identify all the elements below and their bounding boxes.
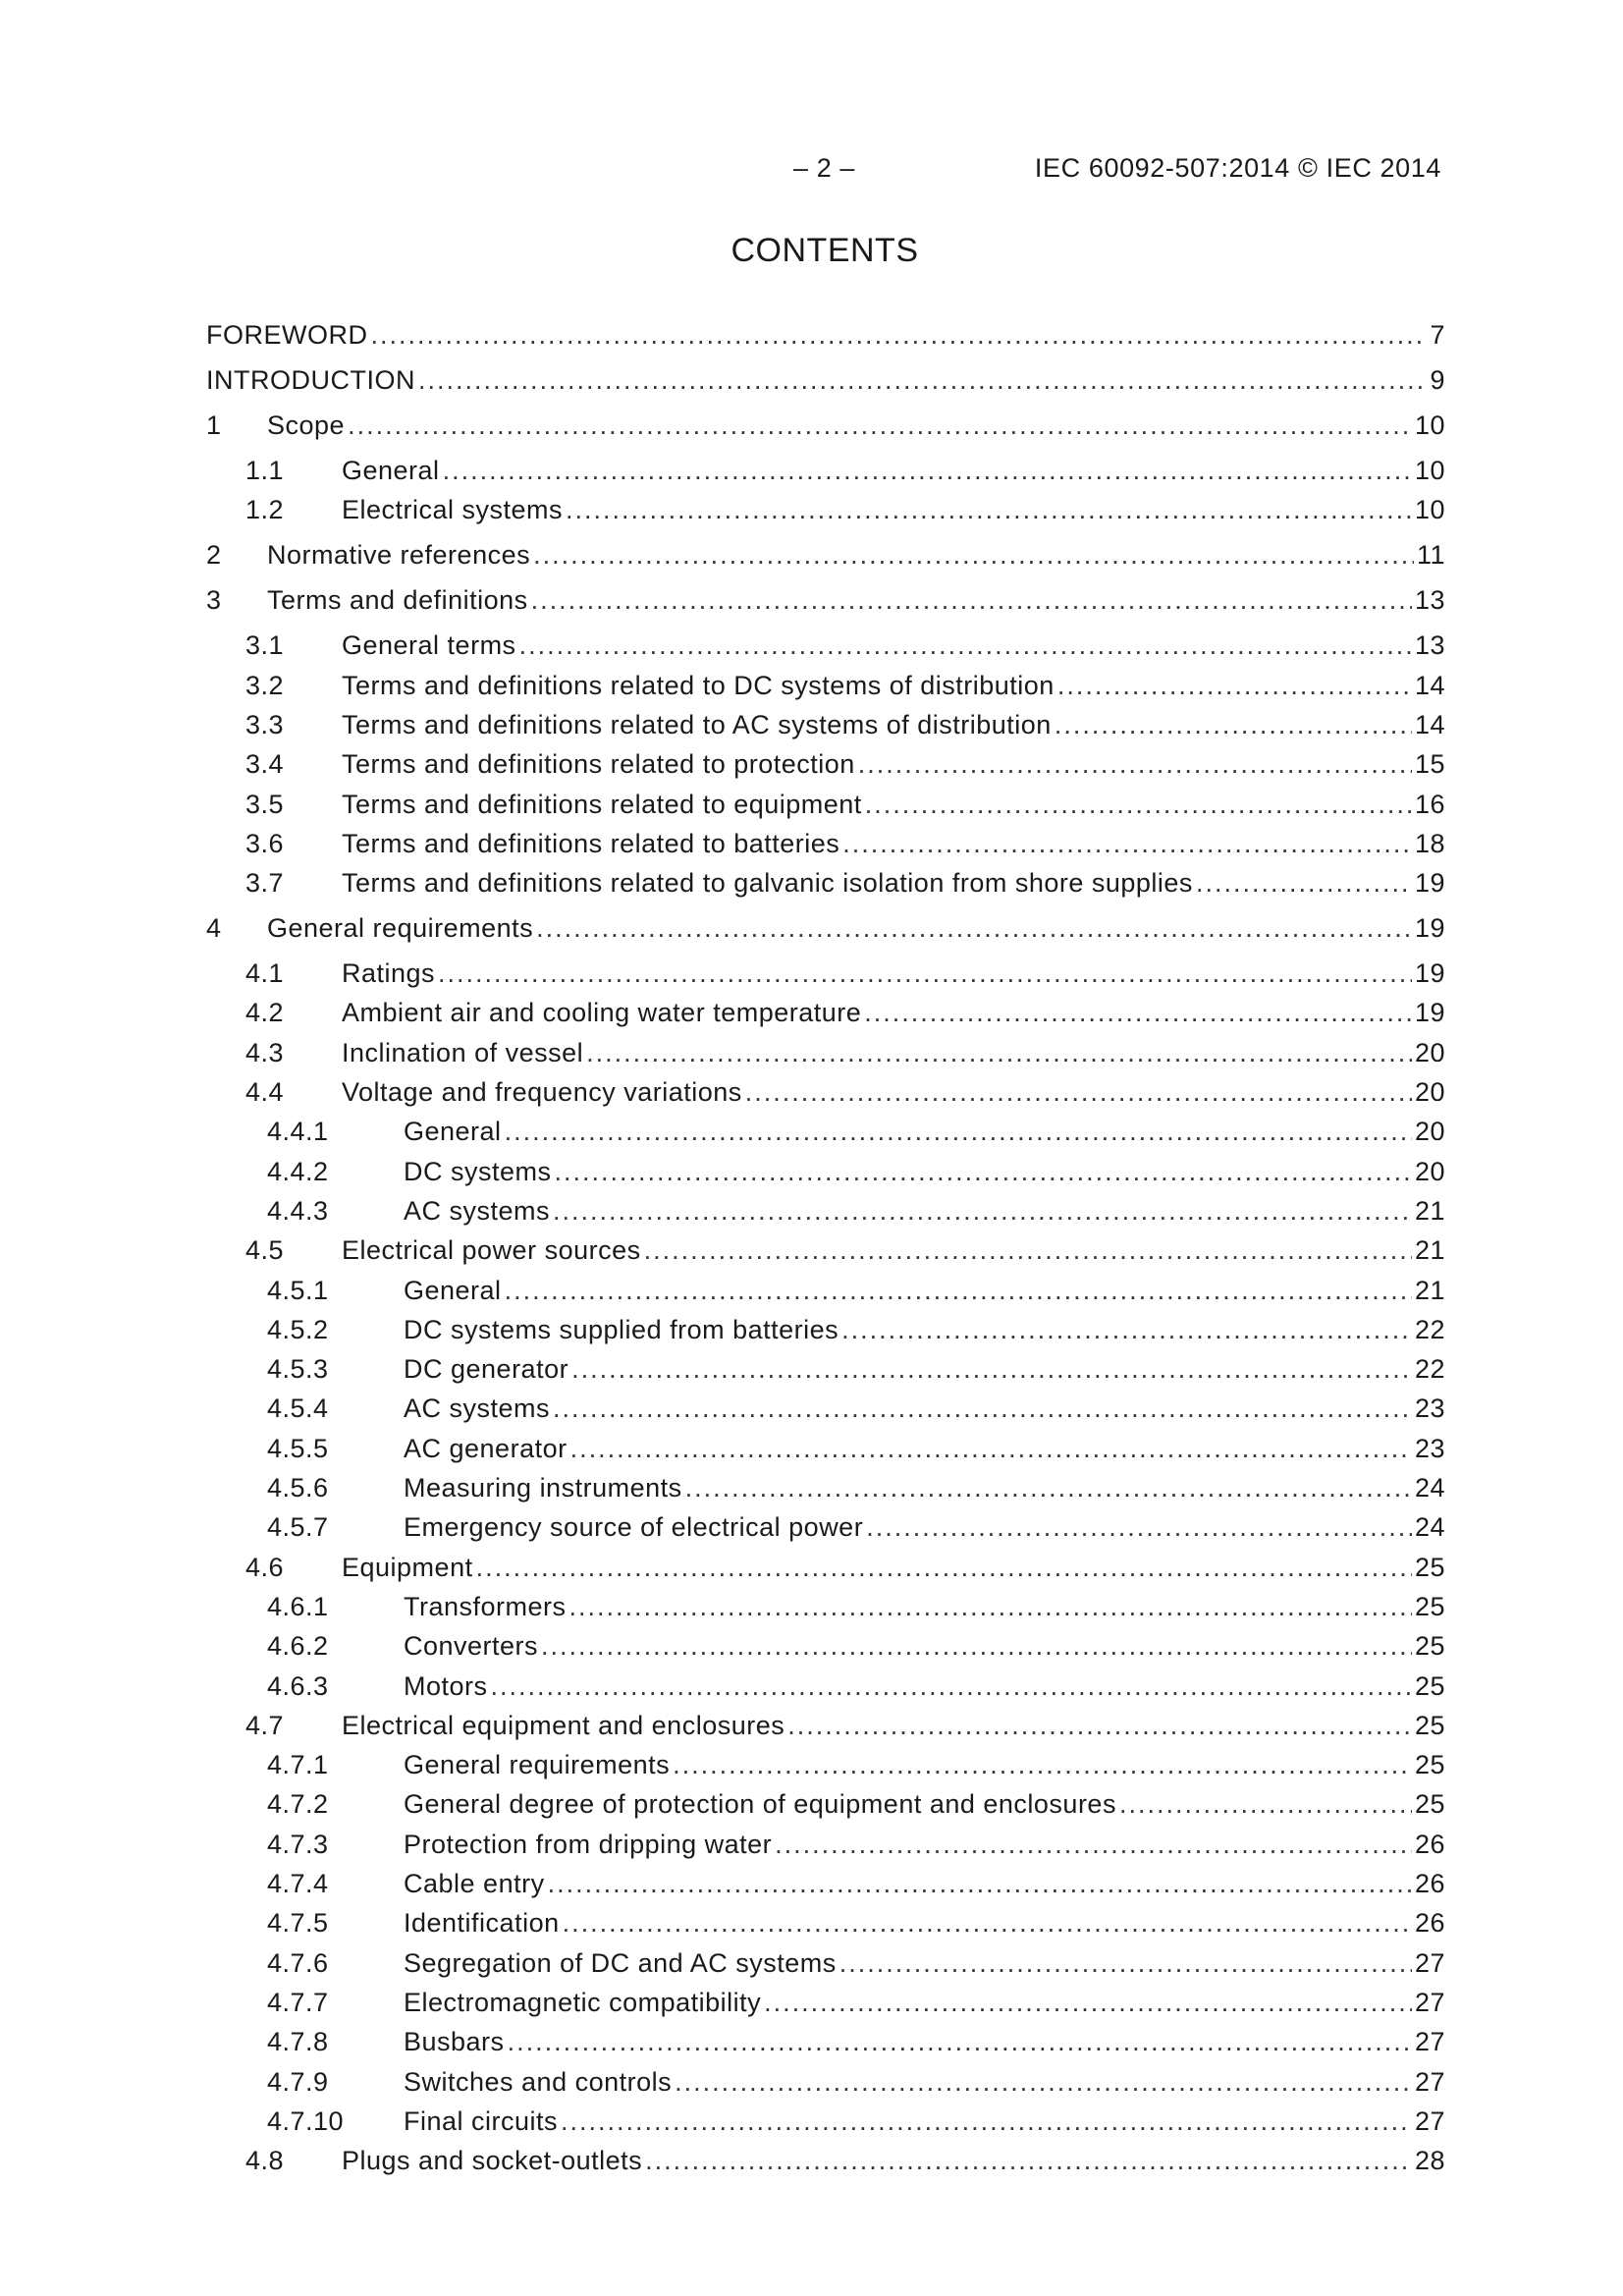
toc-entry[interactable] — [267, 1869, 1445, 1902]
toc-dot-leader — [865, 790, 1412, 820]
page-header — [0, 153, 1623, 189]
toc-entry-label: DC systems supplied from batteries — [404, 1314, 839, 1344]
toc-entry[interactable] — [267, 1988, 1445, 2021]
toc-entry-label: Terms and definitions related to AC systems of distribution — [342, 709, 1052, 739]
toc-dot-leader — [586, 1038, 1412, 1068]
toc-entry[interactable] — [245, 1553, 1445, 1586]
toc-entry-number: 1.2 — [245, 495, 285, 525]
toc-entry-number: 4.5.1 — [267, 1275, 329, 1305]
toc-entry[interactable] — [245, 1077, 1445, 1111]
toc-entry[interactable] — [267, 1948, 1445, 1982]
toc-entry-page: 18 — [1414, 828, 1445, 858]
toc-entry-page: 24 — [1414, 1512, 1445, 1543]
toc-entry-number: 4.4 — [245, 1077, 285, 1107]
toc-dot-leader — [505, 1276, 1412, 1306]
toc-entry[interactable] — [245, 1235, 1445, 1269]
page-title: CONTENTS — [730, 232, 919, 269]
toc-entry-page: 25 — [1414, 1710, 1445, 1740]
toc-entry-number: 3 — [206, 585, 222, 616]
toc-entry-number: 4.7.5 — [267, 1908, 329, 1939]
toc-entry-number: 4.7.2 — [267, 1789, 329, 1820]
toc-entry[interactable] — [267, 1157, 1445, 1190]
toc-entry-page: 9 — [1430, 365, 1445, 395]
toc-dot-leader — [1119, 1789, 1412, 1820]
toc-entry-label: Electrical equipment and enclosures — [342, 1710, 785, 1740]
toc-entry-number: 4.7.1 — [267, 1750, 329, 1780]
toc-entry-number: 3.3 — [245, 709, 285, 739]
toc-entry[interactable] — [267, 1631, 1445, 1665]
toc-entry-label: Ratings — [342, 958, 436, 989]
toc-dot-leader — [644, 1235, 1412, 1266]
toc-dot-leader — [571, 1354, 1412, 1385]
toc-entry-page: 10 — [1414, 456, 1445, 485]
toc-entry[interactable] — [245, 1038, 1445, 1071]
toc-entry[interactable] — [206, 365, 1445, 399]
toc-entry-number: 4.4.1 — [267, 1117, 329, 1147]
toc-dot-leader — [864, 998, 1412, 1028]
toc-entry-page: 20 — [1414, 1037, 1445, 1067]
toc-entry-number: 3.4 — [245, 749, 285, 780]
toc-dot-leader — [775, 1830, 1412, 1860]
toc-entry-label: Terms and definitions related to batteries — [342, 828, 840, 858]
toc-entry-page: 27 — [1414, 2105, 1445, 2136]
toc-entry-label: AC systems — [404, 1195, 551, 1226]
toc-dot-leader — [842, 829, 1412, 859]
toc-entry-number: 4.6.2 — [267, 1631, 329, 1662]
toc-dot-leader — [570, 1434, 1412, 1464]
toc-entry[interactable] — [267, 1908, 1445, 1941]
toc-entry[interactable] — [206, 320, 1445, 354]
toc-dot-leader — [841, 1315, 1412, 1345]
toc-entry-page: 22 — [1414, 1354, 1445, 1385]
toc-dot-leader — [764, 1988, 1412, 2018]
toc-entry[interactable] — [267, 1512, 1445, 1546]
toc-entry[interactable] — [267, 1315, 1445, 1348]
toc-entry-number: 2 — [206, 540, 222, 571]
toc-dot-leader — [370, 320, 1427, 351]
toc-dot-leader — [438, 958, 1412, 989]
toc-entry-label: Voltage and frequency variations — [342, 1077, 742, 1107]
toc-entry-page: 19 — [1414, 958, 1445, 989]
toc-entry-number: 4.2 — [245, 998, 285, 1028]
toc-dot-leader — [745, 1077, 1412, 1108]
toc-entry-label: Emergency source of electrical power — [404, 1512, 864, 1543]
toc-entry-page: 7 — [1430, 320, 1445, 350]
toc-entry-label: General — [404, 1117, 502, 1147]
toc-entry-page: 27 — [1414, 1987, 1445, 2017]
toc-entry-number: 4.3 — [245, 1037, 285, 1067]
toc-entry-number: 4.1 — [245, 958, 285, 989]
toc-dot-leader — [555, 1157, 1412, 1187]
toc-entry[interactable] — [245, 456, 1445, 489]
toc-entry-page: 13 — [1414, 585, 1445, 616]
toc-dot-leader — [787, 1711, 1412, 1741]
toc-entry-page: 24 — [1414, 1473, 1445, 1503]
toc-entry[interactable] — [267, 1354, 1445, 1388]
toc-entry-page: 25 — [1414, 1552, 1445, 1582]
toc-entry[interactable] — [267, 1789, 1445, 1823]
toc-entry-number: 4.5.5 — [267, 1433, 329, 1463]
toc-entry-number: 4.4.2 — [267, 1156, 329, 1186]
toc-entry-number: 4.6 — [245, 1552, 285, 1582]
toc-entry-number: 4.7.8 — [267, 2027, 329, 2057]
toc-entry-number: 4.4.3 — [267, 1195, 329, 1226]
toc-dot-leader — [508, 2027, 1412, 2057]
toc-entry-label: Terms and definitions related to protection — [342, 749, 855, 780]
toc-entry-number: 1 — [206, 410, 222, 440]
toc-dot-leader — [645, 2146, 1412, 2176]
toc-entry-number: 4.7.6 — [267, 1947, 329, 1978]
toc-entry[interactable] — [206, 410, 1445, 444]
toc-entry-page: 20 — [1414, 1156, 1445, 1186]
toc-entry-label: Segregation of DC and AC systems — [404, 1947, 837, 1978]
toc-dot-leader — [505, 1117, 1412, 1147]
toc-entry[interactable] — [267, 1592, 1445, 1625]
document-id: IEC 60092-507:2014 © IEC 2014 — [1034, 153, 1441, 183]
toc-dot-leader — [553, 1394, 1412, 1424]
toc-dot-leader — [491, 1671, 1412, 1702]
toc-entry-page: 28 — [1414, 2146, 1445, 2176]
toc-entry-page: 20 — [1414, 1077, 1445, 1107]
toc-entry[interactable] — [267, 1434, 1445, 1467]
toc-entry-page: 27 — [1414, 2066, 1445, 2097]
toc-entry-page: 25 — [1414, 1670, 1445, 1701]
toc-entry-page: 25 — [1414, 1789, 1445, 1820]
toc-entry[interactable] — [267, 1830, 1445, 1863]
toc-dot-leader — [1055, 710, 1412, 740]
toc-entry-label: General requirements — [404, 1750, 671, 1780]
toc-entry-page: 27 — [1414, 2027, 1445, 2057]
toc-entry-page: 13 — [1414, 630, 1445, 661]
toc-entry-number: 4.7 — [245, 1710, 285, 1740]
toc-dot-leader — [673, 1750, 1412, 1780]
toc-entry-label: AC systems — [404, 1394, 551, 1424]
toc-entry-label: Inclination of vessel — [342, 1037, 584, 1067]
toc-dot-leader — [348, 410, 1412, 441]
toc-dot-leader — [563, 1908, 1412, 1939]
toc-entry-label: Motors — [404, 1670, 488, 1701]
toc-entry-number: 4.5.3 — [267, 1354, 329, 1385]
toc-entry-page: 27 — [1414, 1947, 1445, 1978]
toc-entry-page: 25 — [1414, 1631, 1445, 1662]
toc-entry-label: Measuring instruments — [404, 1473, 682, 1503]
toc-entry-label: General degree of protection of equipment and enclosures — [404, 1789, 1116, 1820]
toc-dot-leader — [1057, 671, 1412, 701]
toc-entry-page: 14 — [1414, 670, 1445, 700]
toc-dot-leader — [858, 749, 1412, 780]
toc-entry-label: FOREWORD — [206, 320, 368, 350]
toc-entry[interactable] — [245, 998, 1445, 1031]
toc-entry[interactable] — [267, 2067, 1445, 2101]
toc-dot-leader — [536, 913, 1412, 944]
toc-dot-leader — [553, 1196, 1412, 1227]
toc-entry[interactable] — [267, 1671, 1445, 1705]
toc-entry-page: 19 — [1414, 868, 1445, 899]
toc-entry-label: Terms and definitions — [267, 585, 528, 616]
toc-entry-label: AC generator — [404, 1433, 568, 1463]
page-number: – 2 – — [793, 153, 856, 183]
toc-dot-leader — [533, 540, 1414, 571]
toc-entry[interactable] — [245, 1711, 1445, 1744]
toc-entry[interactable] — [267, 1750, 1445, 1783]
toc-entry-number: 4.7.4 — [267, 1869, 329, 1898]
toc-entry-label: Switches and controls — [404, 2066, 673, 2097]
toc-entry-number: 4.7.10 — [267, 2105, 345, 2136]
toc-entry-number: 4.6.1 — [267, 1591, 329, 1621]
toc-entry[interactable] — [245, 710, 1445, 743]
toc-entry-number: 4.5 — [245, 1235, 285, 1266]
toc-dot-leader — [418, 365, 1427, 396]
toc-entry[interactable] — [206, 913, 1445, 947]
toc-entry-label: Normative references — [267, 540, 531, 571]
toc-entry[interactable] — [206, 540, 1445, 574]
toc-entry[interactable] — [245, 630, 1445, 664]
toc-entry-page: 21 — [1414, 1195, 1445, 1226]
toc-entry-label: Electrical systems — [342, 495, 564, 525]
toc-entry-number: 4.5.6 — [267, 1473, 329, 1503]
toc-dot-leader — [561, 2106, 1412, 2137]
toc-entry-label: Scope — [267, 410, 346, 440]
toc-dot-leader — [866, 1512, 1412, 1543]
toc-entry[interactable] — [245, 868, 1445, 902]
toc-dot-leader — [1196, 868, 1412, 899]
toc-entry-label: General requirements — [267, 913, 534, 944]
toc-entry-page: 22 — [1414, 1314, 1445, 1344]
toc-entry-label: Identification — [404, 1908, 560, 1939]
toc-entry-page: 20 — [1414, 1117, 1445, 1147]
toc-dot-leader — [443, 456, 1412, 486]
toc-entry-page: 10 — [1414, 495, 1445, 525]
toc-entry-label: Ambient air and cooling water temperature — [342, 998, 862, 1028]
toc-entry-page: 26 — [1414, 1908, 1445, 1939]
toc-entry-label: Busbars — [404, 2027, 505, 2057]
toc-entry[interactable] — [245, 749, 1445, 783]
toc-entry-page: 14 — [1414, 709, 1445, 739]
toc-entry-page: 16 — [1414, 789, 1445, 819]
toc-entry-label: INTRODUCTION — [206, 365, 415, 395]
toc-entry-label: Protection from dripping water — [404, 1829, 773, 1859]
toc-entry-number: 3.1 — [245, 630, 285, 661]
toc-entry[interactable] — [245, 790, 1445, 823]
toc-entry-page: 26 — [1414, 1829, 1445, 1859]
toc-entry[interactable] — [245, 495, 1445, 528]
toc-entry-label: Terms and definitions related to DC systems of distribution — [342, 670, 1055, 700]
toc-entry-label: DC generator — [404, 1354, 569, 1385]
toc-entry-page: 15 — [1414, 749, 1445, 780]
toc-entry-page: 21 — [1414, 1235, 1445, 1266]
toc-entry-page: 10 — [1414, 410, 1445, 440]
toc-dot-leader — [519, 630, 1412, 661]
toc-entry-number: 4.8 — [245, 2146, 285, 2176]
toc-entry-page: 19 — [1414, 913, 1445, 944]
toc-entry[interactable] — [206, 585, 1445, 619]
toc-entry-label: Final circuits — [404, 2105, 559, 2136]
toc-entry-page: 19 — [1414, 998, 1445, 1028]
toc-entry-number: 3.7 — [245, 868, 285, 899]
toc-entry-number: 4 — [206, 913, 222, 944]
toc-entry-label: General — [404, 1275, 502, 1305]
toc-entry-page: 25 — [1414, 1591, 1445, 1621]
toc-entry-page: 23 — [1414, 1433, 1445, 1463]
toc-dot-leader — [675, 2067, 1412, 2098]
toc-entry-number: 4.7.9 — [267, 2066, 329, 2097]
toc-dot-leader — [839, 1948, 1412, 1979]
toc-entry-label: General — [342, 456, 440, 485]
toc-entry[interactable] — [245, 671, 1445, 704]
toc-entry[interactable] — [245, 829, 1445, 862]
toc-entry[interactable] — [267, 1117, 1445, 1150]
toc-entry-number: 3.6 — [245, 828, 285, 858]
toc-entry[interactable] — [267, 2106, 1445, 2140]
toc-entry-number: 4.5.4 — [267, 1394, 329, 1424]
toc-entry-page: 23 — [1414, 1394, 1445, 1424]
toc-entry-label: Terms and definitions related to galvanic isolation from shore supplies — [342, 868, 1193, 899]
toc-entry-number: 3.2 — [245, 670, 285, 700]
toc-entry[interactable] — [245, 958, 1445, 992]
toc-entry-label: Converters — [404, 1631, 539, 1662]
toc-dot-leader — [685, 1473, 1412, 1503]
toc-entry[interactable] — [245, 2146, 1445, 2179]
toc-entry-label: Cable entry — [404, 1869, 545, 1898]
toc-dot-leader — [569, 1592, 1412, 1622]
toc-entry-label: Electrical power sources — [342, 1235, 641, 1266]
toc-dot-leader — [531, 585, 1412, 616]
toc-entry-number: 1.1 — [245, 456, 285, 485]
toc-entry-number: 3.5 — [245, 789, 285, 819]
toc-entry[interactable] — [267, 2027, 1445, 2060]
toc-entry-label: Terms and definitions related to equipment — [342, 789, 862, 819]
toc-entry-label: Transformers — [404, 1591, 567, 1621]
toc-dot-leader — [541, 1631, 1412, 1662]
toc-entry[interactable] — [267, 1196, 1445, 1230]
toc-dot-leader — [548, 1869, 1412, 1899]
toc-entry-label: Electromagnetic compatibility — [404, 1987, 762, 2017]
toc-entry[interactable] — [267, 1276, 1445, 1309]
toc-entry-label: DC systems — [404, 1156, 552, 1186]
toc-entry-number: 4.6.3 — [267, 1670, 329, 1701]
toc-entry-label: Equipment — [342, 1552, 473, 1582]
toc-entry-page: 25 — [1414, 1750, 1445, 1780]
toc-dot-leader — [566, 495, 1412, 525]
toc-entry-number: 4.7.7 — [267, 1987, 329, 2017]
toc-entry-number: 4.5.2 — [267, 1314, 329, 1344]
toc-entry-page: 11 — [1416, 540, 1445, 571]
toc-entry[interactable] — [267, 1394, 1445, 1427]
toc-entry[interactable] — [267, 1473, 1445, 1506]
toc-dot-leader — [476, 1553, 1412, 1583]
toc-entry-label: Plugs and socket-outlets — [342, 2146, 643, 2176]
toc-entry-page: 21 — [1414, 1275, 1445, 1305]
toc-entry-number: 4.7.3 — [267, 1829, 329, 1859]
toc-entry-label: General terms — [342, 630, 516, 661]
toc-entry-number: 4.5.7 — [267, 1512, 329, 1543]
toc-entry-page: 26 — [1414, 1869, 1445, 1898]
